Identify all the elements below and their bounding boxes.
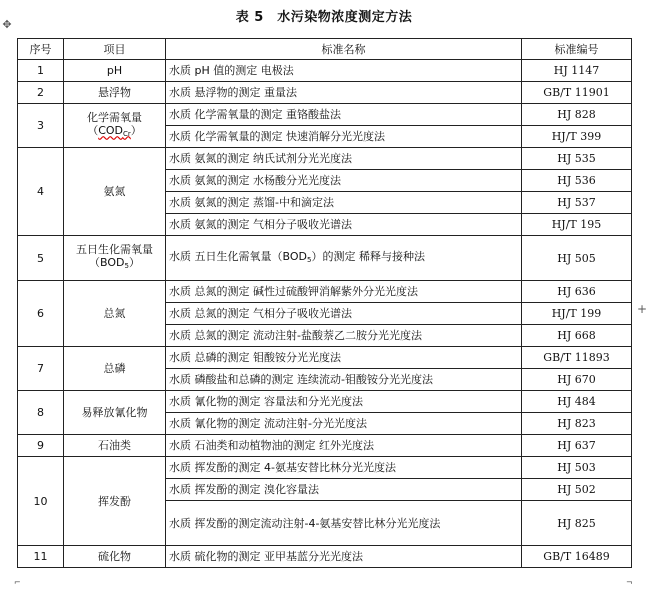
table-row: [18, 148, 632, 170]
method-code: HJ 536: [522, 170, 632, 192]
method-name: 水质 石油类和动植物油的测定 红外光度法: [166, 435, 522, 457]
table-row: [18, 435, 632, 457]
method-code: HJ 505: [522, 236, 632, 281]
table-row: [18, 60, 632, 82]
row-no: 5: [18, 236, 64, 281]
corner-mark-icon: ¬: [626, 578, 633, 587]
method-name: 水质 硫化物的测定 亚甲基蓝分光光度法: [166, 546, 522, 568]
method-name: 水质 总氮的测定 流动注射-盐酸萘乙二胺分光光度法: [166, 325, 522, 347]
method-code: HJ 637: [522, 435, 632, 457]
method-code: HJ/T 399: [522, 126, 632, 148]
standards-table: [17, 38, 632, 568]
method-code: HJ 1147: [522, 60, 632, 82]
header-item: 项目: [64, 39, 166, 60]
method-code: GB/T 11901: [522, 82, 632, 104]
row-no: 7: [18, 347, 64, 391]
row-item: 总氮: [64, 281, 166, 347]
item-text: 化学需氧量: [87, 110, 142, 124]
method-name: 水质 悬浮物的测定 重量法: [166, 82, 522, 104]
method-name: 水质 挥发酚的测定 溴化容量法: [166, 479, 522, 501]
method-name: 水质 氨氮的测定 气相分子吸收光谱法: [166, 214, 522, 236]
method-name: 水质 氨氮的测定 蒸馏-中和滴定法: [166, 192, 522, 214]
method-code: HJ 503: [522, 457, 632, 479]
method-name: 水质 五日生化需氧量$(BOD_5)$的测定 稀释与接种法: [166, 236, 522, 281]
method-code: HJ 535: [522, 148, 632, 170]
header-code: 标准编号: [522, 39, 632, 60]
method-name: 水质 化学需氧量的测定 重铬酸盐法: [166, 104, 522, 126]
table-row: [18, 457, 632, 479]
row-item: 悬浮物: [64, 82, 166, 104]
method-code: HJ 668: [522, 325, 632, 347]
row-item: 总磷: [64, 347, 166, 391]
method-code: HJ 484: [522, 391, 632, 413]
method-name: 水质 氨氮的测定 水杨酸分光光度法: [166, 170, 522, 192]
table-title: 表 5 水污染物浓度测定方法: [235, 10, 413, 25]
method-name: 水质 总磷的测定 钼酸铵分光光度法: [166, 347, 522, 369]
method-name: 水质 挥发酚的测定流动注射-4-氨基安替比林分光光度法: [166, 501, 522, 546]
table-row: [18, 391, 632, 413]
method-name: 水质 挥发酚的测定 4-氨基安替比林分光光度法: [166, 457, 522, 479]
method-code: HJ 537: [522, 192, 632, 214]
method-code: HJ 828: [522, 104, 632, 126]
row-item: 石油类: [64, 435, 166, 457]
method-code: GB/T 11893: [522, 347, 632, 369]
method-code: GB/T 16489: [522, 546, 632, 568]
row-no: 10: [18, 457, 64, 546]
header-no: 序号: [18, 39, 64, 60]
row-no: 9: [18, 435, 64, 457]
method-name: 水质 总氮的测定 碱性过硫酸钾消解紫外分光光度法: [166, 281, 522, 303]
row-no: 11: [18, 546, 64, 568]
row-no: 1: [18, 60, 64, 82]
add-row-icon[interactable]: +: [637, 302, 648, 316]
method-code: HJ 502: [522, 479, 632, 501]
row-item: 易释放氰化物: [64, 391, 166, 435]
row-no: 8: [18, 391, 64, 435]
table-row: [18, 281, 632, 303]
method-code: HJ 636: [522, 281, 632, 303]
row-item: 硫化物: [64, 546, 166, 568]
method-name: 水质 氨氮的测定 纳氏试剂分光光度法: [166, 148, 522, 170]
method-name: 水质 pH 值的测定 电极法: [166, 60, 522, 82]
table-row: [18, 104, 632, 126]
item-abbrev: $BOD_5$: [100, 256, 129, 270]
item-text: 五日生化需氧量: [76, 243, 153, 256]
row-no: 4: [18, 148, 64, 236]
item-abbrev: $COD_{Cr}$: [98, 123, 131, 138]
method-name: 水质 氰化物的测定 容量法和分光光度法: [166, 391, 522, 413]
table-row: [18, 546, 632, 568]
row-no: 6: [18, 281, 64, 347]
corner-mark-icon: ⌐: [14, 578, 21, 587]
method-name: 水质 化学需氧量的测定 快速消解分光光度法: [166, 126, 522, 148]
row-no: 3: [18, 104, 64, 148]
method-code: HJ 825: [522, 501, 632, 546]
row-item: 化学需氧量 $(COD_{Cr})$: [64, 104, 166, 148]
method-name: 水质 磷酸盐和总磷的测定 连续流动-钼酸铵分光光度法: [166, 369, 522, 391]
table-row: [18, 236, 632, 281]
header-name: 标准名称: [166, 39, 522, 60]
method-code: HJ 670: [522, 369, 632, 391]
row-item: 挥发酚: [64, 457, 166, 546]
method-code: HJ 823: [522, 413, 632, 435]
method-code: HJ/T 195: [522, 214, 632, 236]
method-code: HJ/T 199: [522, 303, 632, 325]
method-name: 水质 氰化物的测定 流动注射-分光光度法: [166, 413, 522, 435]
row-no: 2: [18, 82, 64, 104]
table-row: [18, 347, 632, 369]
row-item: 五日生化需氧量 $(BOD_5)$: [64, 236, 166, 281]
method-name: 水质 总氮的测定 气相分子吸收光谱法: [166, 303, 522, 325]
table-row: [18, 82, 632, 104]
row-item: pH: [64, 60, 166, 82]
row-item: 氨氮: [64, 148, 166, 236]
header-row: [18, 39, 632, 60]
table-move-handle-icon[interactable]: ✥: [2, 18, 12, 31]
